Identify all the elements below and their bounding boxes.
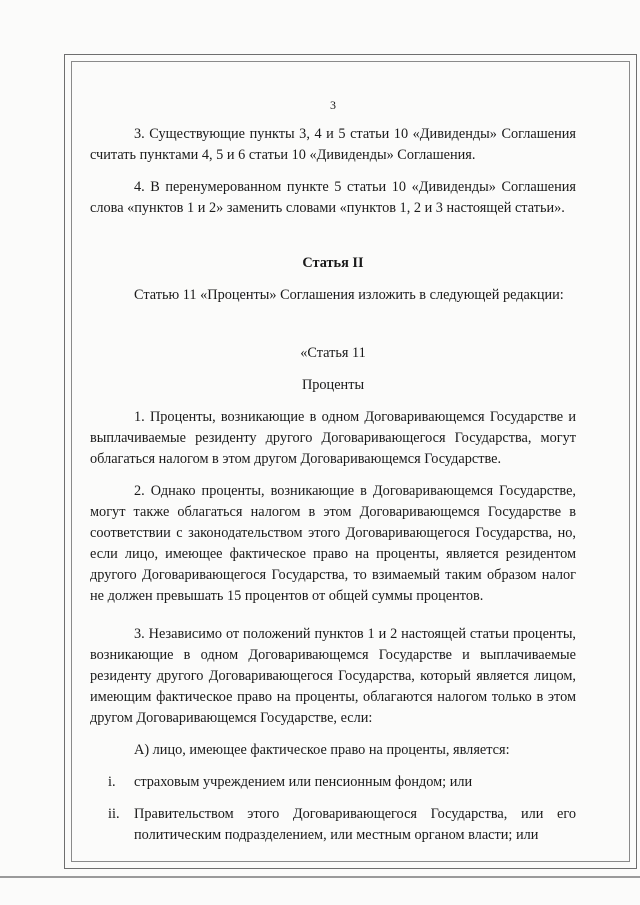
- quoted-article-subtitle: Проценты: [301, 377, 365, 393]
- list-item-text: страховым учреждением или пенсионным фондом; или: [134, 774, 473, 790]
- interest-paragraph-1: 1. Проценты, возникающие в одном Договаривающемся Государстве и выплачиваемые резиденту другого Договаривающегося Государства, могут облагаться налогом в этом другом Договаривающемся Государстве.: [90, 409, 576, 467]
- list-item-text: Правительством этого Договаривающегося Государства, или его политическим подразделением, или местным органом власти; или: [134, 806, 576, 843]
- subclause-a: А) лицо, имеющее фактическое право на проценты, является:: [134, 742, 510, 758]
- list-item: [90, 772, 576, 793]
- paragraph-4-word-replacement: 4. В перенумерованном пункте 5 статьи 10 «Дивиденды» Соглашения слова «пунктов 1 и 2» заменить словами «пунктов 1, 2 и 3 настоящей статьи».: [90, 179, 576, 216]
- paragraph-3-renumbering: 3. Существующие пункты 3, 4 и 5 статьи 10 «Дивиденды» Соглашения считать пунктами 4, 5 и 6 статьи 10 «Дивиденды» Соглашения.: [90, 126, 576, 163]
- article-heading: Статья II: [302, 255, 364, 271]
- list-item-number: ii.: [108, 806, 120, 822]
- scan-bottom-edge: [0, 876, 640, 878]
- list-item: [90, 804, 576, 846]
- list-item-number: i.: [108, 774, 116, 790]
- interest-paragraph-2: 2. Однако проценты, возникающие в Договаривающемся Государстве, могут также облагаться налогом в этом Договаривающемся Государстве в соответствии с законодательством этого Договаривающегося Государства, но, если лицо, имеющее фактическое право на проценты, является резидентом другого Договаривающегося Государства, то взимаемый таким образом налог не должен превышать 15 процентов от общей суммы процентов.: [90, 483, 576, 604]
- interest-paragraph-3: 3. Независимо от положений пунктов 1 и 2 настоящей статьи проценты, возникающие в одном Договаривающемся Государстве и выплачиваемые резиденту другого Договаривающегося Государства, который является лицом, имеющим фактическое право на проценты, облагаются налогом только в этом другом Договаривающемся Государстве, если:: [90, 626, 576, 726]
- document-body: [90, 95, 576, 846]
- page-number: 3: [330, 98, 336, 112]
- quoted-article-title: «Статья 11: [300, 345, 366, 361]
- article-intro: Статью 11 «Проценты» Соглашения изложить в следующей редакции:: [134, 287, 564, 303]
